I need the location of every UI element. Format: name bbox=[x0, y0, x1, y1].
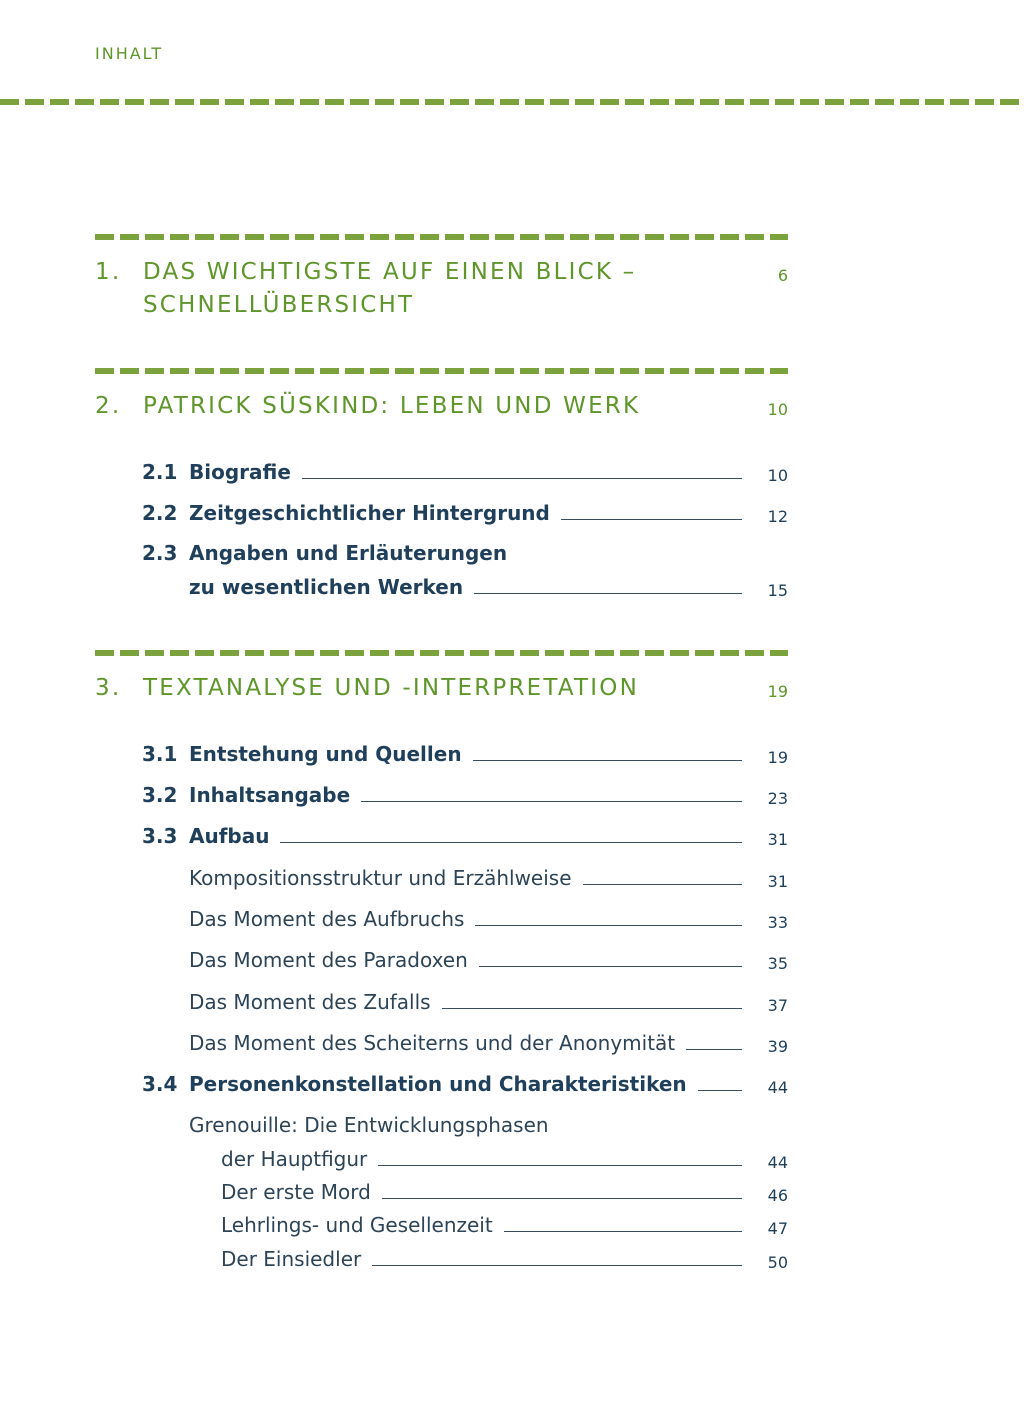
leader-line bbox=[280, 842, 742, 843]
chapter-title bbox=[143, 256, 703, 322]
subentry-page: 37 bbox=[767, 996, 788, 1015]
toc-subentry[interactable] bbox=[0, 905, 1024, 935]
section-page: 31 bbox=[767, 830, 788, 849]
leader-line bbox=[561, 519, 742, 520]
subentry-heading: Grenouille: Die Entwicklungsphasen bbox=[189, 1113, 549, 1137]
subentry-page: 47 bbox=[767, 1219, 788, 1238]
section-page: 44 bbox=[767, 1078, 788, 1097]
section-title-line: zu wesentlichen Werken bbox=[189, 575, 464, 599]
chapter-1-entry[interactable] bbox=[95, 256, 788, 322]
subentry-title: Der erste Mord bbox=[221, 1180, 371, 1204]
section-title-line: Angaben und Erläuterungen bbox=[189, 541, 508, 565]
leader-line bbox=[372, 1265, 742, 1266]
running-header: INHALT bbox=[95, 44, 164, 63]
chapter-title-line: DAS WICHTIGSTE AUF EINEN BLICK – bbox=[143, 259, 637, 285]
leader-line bbox=[302, 478, 742, 479]
leader-line bbox=[378, 1165, 742, 1166]
chapter-3-entry[interactable] bbox=[95, 672, 788, 705]
chapter-page: 6 bbox=[777, 266, 788, 285]
subentry-title: Der Einsiedler bbox=[221, 1247, 362, 1271]
toc-subentry[interactable] bbox=[0, 1178, 1024, 1208]
chapter-2-entry[interactable] bbox=[95, 390, 788, 423]
toc-subentry[interactable] bbox=[0, 988, 1024, 1018]
section-number: 3.3 bbox=[142, 824, 178, 848]
subentry-title: Lehrlings- und Gesellenzeit bbox=[221, 1213, 493, 1237]
header-dashed-rule bbox=[0, 99, 1024, 105]
leader-line bbox=[473, 760, 742, 761]
section-page: 15 bbox=[767, 581, 788, 600]
section-page: 19 bbox=[767, 748, 788, 767]
section-number: 2.3 bbox=[142, 541, 178, 565]
leader-line bbox=[474, 593, 742, 594]
subentry-page: 31 bbox=[767, 872, 788, 891]
leader-line bbox=[686, 1049, 742, 1050]
leader-line bbox=[382, 1198, 742, 1199]
chapter-3-dashed-rule bbox=[95, 650, 788, 656]
section-page: 23 bbox=[767, 789, 788, 808]
chapter-number: 3. bbox=[95, 675, 122, 701]
leader-line bbox=[504, 1231, 742, 1232]
section-title: Entstehung und Quellen bbox=[189, 742, 462, 766]
toc-entry-2-3[interactable] bbox=[0, 573, 1024, 603]
chapter-page: 10 bbox=[767, 400, 788, 419]
subentry-page: 33 bbox=[767, 913, 788, 932]
toc-subentry[interactable] bbox=[0, 1245, 1024, 1275]
subentry-title: Das Moment des Zufalls bbox=[189, 990, 431, 1014]
section-page: 10 bbox=[767, 466, 788, 485]
subentry-title: Kompositionsstruktur und Erzählweise bbox=[189, 866, 572, 890]
chapter-title: TEXTANALYSE UND -INTERPRETATION bbox=[143, 675, 639, 701]
chapter-number: 2. bbox=[95, 393, 122, 419]
section-number: 2.2 bbox=[142, 501, 178, 525]
leader-line bbox=[698, 1090, 742, 1091]
section-page: 12 bbox=[767, 507, 788, 526]
toc-subentry[interactable] bbox=[0, 1211, 1024, 1241]
chapter-title: PATRICK SÜSKIND: LEBEN UND WERK bbox=[143, 393, 641, 419]
toc-entry-3-2[interactable] bbox=[0, 781, 1024, 811]
section-title: Personenkonstellation und Charakteristiken bbox=[189, 1072, 687, 1096]
leader-line bbox=[475, 925, 742, 926]
subentry-page: 44 bbox=[767, 1153, 788, 1172]
subentry-title: der Hauptfigur bbox=[221, 1147, 368, 1171]
leader-line bbox=[361, 801, 742, 802]
section-title: Aufbau bbox=[189, 824, 270, 848]
subentry-page: 39 bbox=[767, 1037, 788, 1056]
subentry-page: 50 bbox=[767, 1253, 788, 1272]
leader-line bbox=[583, 884, 742, 885]
toc-subentry[interactable] bbox=[0, 1029, 1024, 1059]
toc-subentry[interactable] bbox=[0, 946, 1024, 976]
toc-subentry[interactable] bbox=[0, 1145, 1024, 1175]
leader-line bbox=[479, 966, 742, 967]
subentry-page: 35 bbox=[767, 954, 788, 973]
chapter-title-line: SCHNELLÜBERSICHT bbox=[143, 292, 415, 318]
subentry-page: 46 bbox=[767, 1186, 788, 1205]
section-number: 3.1 bbox=[142, 742, 178, 766]
toc-subentry[interactable] bbox=[0, 864, 1024, 894]
chapter-1-dashed-rule bbox=[95, 234, 788, 240]
chapter-page: 19 bbox=[767, 682, 788, 701]
toc-entry-3-1[interactable] bbox=[0, 740, 1024, 770]
subentry-title: Das Moment des Aufbruchs bbox=[189, 907, 465, 931]
subentry-title: Das Moment des Scheiterns und der Anonymität bbox=[189, 1031, 676, 1055]
toc-entry-3-3[interactable] bbox=[0, 822, 1024, 852]
section-number: 3.2 bbox=[142, 783, 178, 807]
section-title: Inhaltsangabe bbox=[189, 783, 351, 807]
section-title: Biografie bbox=[189, 460, 291, 484]
subentry-title: Das Moment des Paradoxen bbox=[189, 948, 468, 972]
toc-entry-2-1[interactable] bbox=[0, 458, 1024, 488]
chapter-2-dashed-rule bbox=[95, 368, 788, 374]
chapter-number: 1. bbox=[95, 259, 122, 285]
toc-entry-2-2[interactable] bbox=[0, 499, 1024, 529]
section-title: Zeitgeschichtlicher Hintergrund bbox=[189, 501, 550, 525]
toc-entry-3-4[interactable] bbox=[0, 1070, 1024, 1100]
leader-line bbox=[442, 1008, 742, 1009]
section-number: 2.1 bbox=[142, 460, 178, 484]
section-number: 3.4 bbox=[142, 1072, 178, 1096]
